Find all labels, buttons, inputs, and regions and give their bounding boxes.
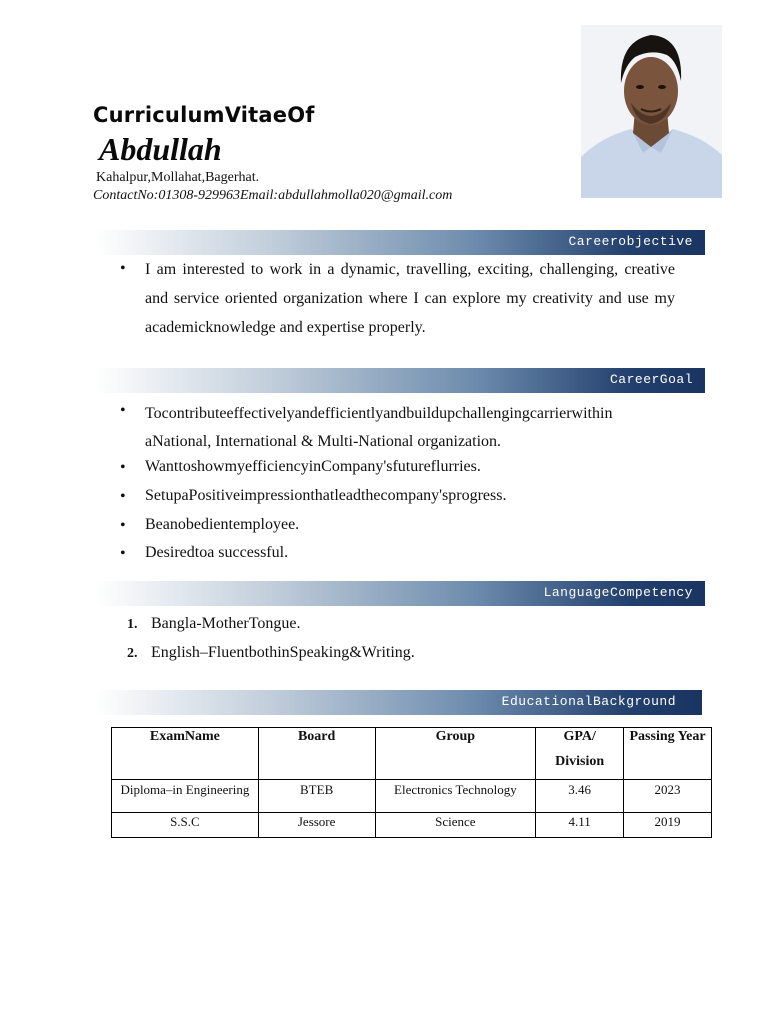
career-goal-item: WanttoshowmyefficiencyinCompany'sfutureflurries. bbox=[145, 458, 481, 475]
table-cell: Science bbox=[375, 813, 536, 838]
section-title-career-goal: CareerGoal bbox=[609, 372, 693, 387]
table-cell: 4.11 bbox=[536, 813, 624, 838]
table-cell: BTEB bbox=[258, 780, 375, 813]
bullet-dot: • bbox=[120, 545, 126, 562]
table-cell: 2023 bbox=[624, 780, 712, 813]
section-title-educational-background: EducationalBackground bbox=[501, 694, 676, 709]
section-title-career-objective: Careerobjective bbox=[568, 234, 693, 249]
column-header-gpa-line2: Division bbox=[555, 754, 605, 769]
cv-heading: CurriculumVitaeOf bbox=[93, 103, 315, 127]
column-header-exam-name: ExamName bbox=[112, 728, 259, 780]
section-bar-career-objective bbox=[96, 230, 705, 255]
bullet-dot: • bbox=[120, 488, 126, 505]
table-cell: Jessore bbox=[258, 813, 375, 838]
career-goal-item: SetupaPositiveimpressionthatleadthecompany'sprogress. bbox=[145, 487, 507, 504]
table-header-row bbox=[112, 728, 712, 780]
table-row bbox=[112, 780, 712, 813]
candidate-name: Abdullah bbox=[99, 131, 222, 167]
column-header-gpa bbox=[536, 728, 624, 780]
profile-photo bbox=[581, 25, 722, 198]
table-cell: S.S.C bbox=[112, 813, 259, 838]
career-goal-item: Tocontributeeffectivelyandefficientlyandbuildupchallengingcarrierwithin aNational, International & Multi-National organization. bbox=[145, 405, 613, 450]
section-bar-career-goal bbox=[96, 368, 705, 393]
address: Kahalpur,Mollahat,Bagerhat. bbox=[96, 170, 260, 185]
column-header-gpa-line1: GPA/ bbox=[563, 729, 596, 744]
career-goal-item: Desiredtoa successful. bbox=[145, 544, 289, 561]
bullet-dot: • bbox=[120, 402, 126, 419]
language-item-number: 2. bbox=[127, 646, 138, 661]
section-bar-language-competency bbox=[96, 581, 705, 606]
table-row bbox=[112, 813, 712, 838]
profile-photo-graphic bbox=[581, 25, 722, 198]
language-item-number: 1. bbox=[127, 617, 138, 632]
table-cell: Diploma–in Engineering bbox=[112, 780, 259, 813]
table-cell: 3.46 bbox=[536, 780, 624, 813]
column-header-group: Group bbox=[375, 728, 536, 780]
career-objective-text: I am interested to work in a dynamic, travelling, exciting, challenging, creative and service oriented organization where I can explore my creativity and use my academicknowledge and expertise properly. bbox=[145, 261, 675, 336]
section-bar-educational-background bbox=[96, 690, 702, 715]
education-table bbox=[111, 727, 712, 838]
column-header-board: Board bbox=[258, 728, 375, 780]
language-item: Bangla-MotherTongue. bbox=[151, 615, 301, 632]
section-title-language-competency: LanguageCompetency bbox=[543, 585, 693, 600]
career-goal-item: Beanobedientemployee. bbox=[145, 516, 300, 533]
column-header-passing-year: Passing Year bbox=[624, 728, 712, 780]
bullet-dot: • bbox=[120, 517, 126, 534]
language-item: English–FluentbothinSpeaking&Writing. bbox=[151, 644, 415, 661]
contact-info: ContactNo:01308-929963Email:abdullahmolla020@gmail.com bbox=[93, 188, 453, 203]
table-cell: Electronics Technology bbox=[375, 780, 536, 813]
bullet-dot: • bbox=[120, 260, 126, 277]
bullet-dot: • bbox=[120, 459, 126, 476]
table-cell: 2019 bbox=[624, 813, 712, 838]
